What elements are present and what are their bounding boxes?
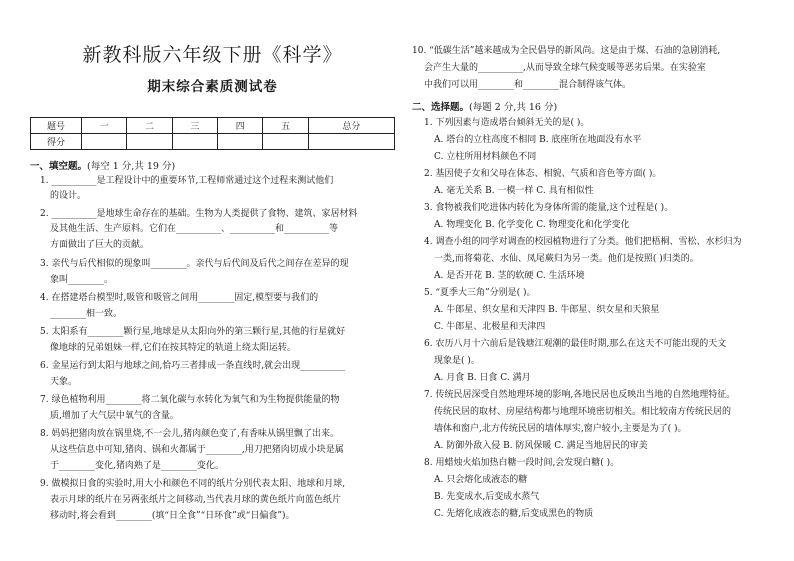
score-input-cell[interactable] bbox=[172, 134, 217, 150]
question-line: 6. 金星运行到太阳与地球之间,恰巧三者排成一条直线时,就会出现__________ bbox=[40, 361, 346, 371]
score-cell: 题号 bbox=[31, 118, 82, 134]
question-line: 9. 做模拟日食的实验时,用大小和颜色不同的纸片分别代表太阳、地球和月球, bbox=[40, 479, 346, 489]
exam-subtitle: 期末综合素质测试卷 bbox=[147, 79, 278, 95]
option-line: C. 牛郎星、北极星和天津四 bbox=[434, 322, 546, 332]
option-line: C. 先熔化成液态的糖,后变成黑色的物质 bbox=[434, 509, 594, 519]
score-table-score-row bbox=[31, 134, 395, 150]
question-line: 传统民居的取材、房屋结构都与地理环境密切相关。相比较南方传统民居的 bbox=[434, 407, 732, 417]
question-line: 像地球的兄弟姐妹一样,它们在按其特定的轨道上绕太阳运转。 bbox=[50, 343, 296, 353]
question-line: 3. 食物被我们吃进体内转化为身体所需的能量,这个过程是( )。 bbox=[424, 203, 674, 213]
section-title: 一、填空题。 bbox=[30, 161, 88, 172]
option-line: A. 物理变化 B. 化学变化 C. 物理变化和化学变化 bbox=[434, 220, 630, 230]
score-cell: 得分 bbox=[31, 134, 82, 150]
score-input-cell[interactable] bbox=[218, 134, 263, 150]
question-line: 于________变化,猪肉熟了是________变化。 bbox=[50, 461, 224, 471]
section-title: 二、选择题。 bbox=[412, 102, 470, 113]
score-input-cell[interactable] bbox=[308, 134, 394, 150]
section-heading-choice bbox=[412, 99, 557, 113]
question-line: 从这些信息中可知,猪肉、锅和火都属于________,用刀把猪肉切成小块是属 bbox=[50, 445, 344, 455]
question-line: ________相一致。 bbox=[50, 309, 123, 319]
score-table-header-row bbox=[31, 118, 395, 134]
question-line: 中我们可以用________和________混合制得该气体。 bbox=[424, 80, 632, 90]
question-line: 8. 用蜡烛火焰加热白糖一段时间,会发现白糖( )。 bbox=[424, 458, 620, 468]
question-line: 墙体和窗户,北方传统民居的墙体厚实,窗户较小,主要是为了( )。 bbox=[434, 424, 687, 434]
question-line: 1. __________是工程设计中的重要环节,工程师常通过这个过程来测试他们 bbox=[40, 176, 334, 186]
question-line: 1. 下列因素与造成塔台倾斜无关的是( )。 bbox=[424, 118, 590, 128]
question-line: 方面做出了巨大的贡献。 bbox=[50, 240, 150, 250]
score-cell: 二 bbox=[127, 118, 172, 134]
score-input-cell[interactable] bbox=[82, 134, 127, 150]
question-line: 及其他生活、生产原料。它们在__________、__________和__________等 bbox=[50, 224, 339, 234]
exam-title: 新教科版六年级下册《科学》 bbox=[82, 44, 343, 66]
question-line: 7. 传统民居深受自然地理环境的影响,各地民居也反映出当地的自然地理特征。 bbox=[424, 390, 736, 400]
option-line: A. 月食 B. 日食 C. 满月 bbox=[434, 373, 531, 383]
question-line: 10. “低碳生活”越来越成为全民倡导的新风尚。这是由于煤、石油的急剧消耗, bbox=[412, 46, 721, 56]
score-cell: 总分 bbox=[308, 118, 394, 134]
option-line: A. 防御外敌入侵 B. 防风保暖 C. 满足当地居民的审美 bbox=[434, 441, 648, 451]
question-line: 现象是( )。 bbox=[434, 356, 480, 366]
option-line: A. 只会熔化成液态的糖 bbox=[434, 475, 528, 485]
option-line: A. 是否开花 B. 茎的软硬 C. 生活环境 bbox=[434, 271, 585, 281]
score-input-cell[interactable] bbox=[263, 134, 308, 150]
section-note: (每空 1 分,共 19 分) bbox=[87, 161, 176, 172]
option-line: A. 牛郎星、织女星和天津四 B. 牛郎星、织女星和天狼星 bbox=[434, 305, 660, 315]
question-line: 2. 基因使子女和父母在体态、相貌、气质和音色等方面( )。 bbox=[424, 169, 662, 179]
score-cell: 四 bbox=[218, 118, 263, 134]
question-line: 5. 太阳系有________颗行星,地球是从太阳向外的第三颗行星,其他的行星就好 bbox=[40, 327, 346, 337]
question-line: 2. __________是地球生命存在的基础。生物为人类提供了食物、建筑、家居材料 bbox=[40, 209, 358, 219]
option-line: A. 毫无关系 B. 一模一样 C. 具有相似性 bbox=[434, 186, 594, 196]
question-line: 会产生大量的__________,从而导致全球气候变暖等恶劣后果。在实验室 bbox=[424, 63, 706, 73]
option-line: A. 塔台的立柱高度不相同 B. 底座所在地面没有水平 bbox=[434, 135, 642, 145]
option-line: C. 立柱所用材料颜色不同 bbox=[434, 152, 537, 162]
question-line: 移动时,将会看到________(填“日全食”“日环食”或“日偏食”)。 bbox=[50, 511, 295, 521]
score-cell: 三 bbox=[172, 118, 217, 134]
question-line: 表示月球的纸片在另两张纸片之间移动,当代表月球的黄色纸片向蓝色纸片 bbox=[50, 495, 341, 505]
question-line: 8. 妈妈把猪肉放在锅里烧,不一会儿,猪肉颜色变了,有香味从锅里飘了出来。 bbox=[40, 429, 340, 439]
section-note: (每题 2 分,共 16 分) bbox=[469, 102, 558, 113]
question-line: 一类,而将菊花、水仙、凤尾蕨归为另一类。他们是按照( )归类的。 bbox=[434, 254, 699, 264]
section-heading-fill-blank bbox=[30, 158, 175, 172]
option-line: B. 先变成水,后变成水蒸气 bbox=[434, 492, 540, 502]
question-line: 3. 亲代与后代相似的现象叫________。亲代与后代间及后代之间存在差异的现 bbox=[40, 259, 349, 269]
question-line: 5. “夏季大三角”分别是( )。 bbox=[424, 288, 536, 298]
question-line: 4. 在搭建塔台模型时,吸管和吸管之间用________固定,模型要与我们的 bbox=[40, 293, 319, 303]
question-line: 7. 绿色植物利用________将二氧化碳与水转化为氧气和为生物提供能量的物 bbox=[40, 395, 340, 405]
question-line: 6. 农历八月十六前后是钱塘江观潮的最佳时期,那么在这天不可能出现的天文 bbox=[424, 339, 727, 349]
question-line: 质,增加了大气层中氧气的含量。 bbox=[50, 411, 179, 421]
score-cell: 一 bbox=[82, 118, 127, 134]
score-input-cell[interactable] bbox=[127, 134, 172, 150]
score-table bbox=[30, 117, 395, 150]
question-line: 4. 调查小组的同学对调查的校园植物进行了分类。他们把梧桐、雪松、水杉归为 bbox=[424, 237, 742, 247]
question-line: 的设计。 bbox=[50, 191, 87, 201]
question-line: 象叫________。 bbox=[50, 275, 114, 285]
question-line: 天象。 bbox=[50, 377, 78, 387]
score-cell: 五 bbox=[263, 118, 308, 134]
